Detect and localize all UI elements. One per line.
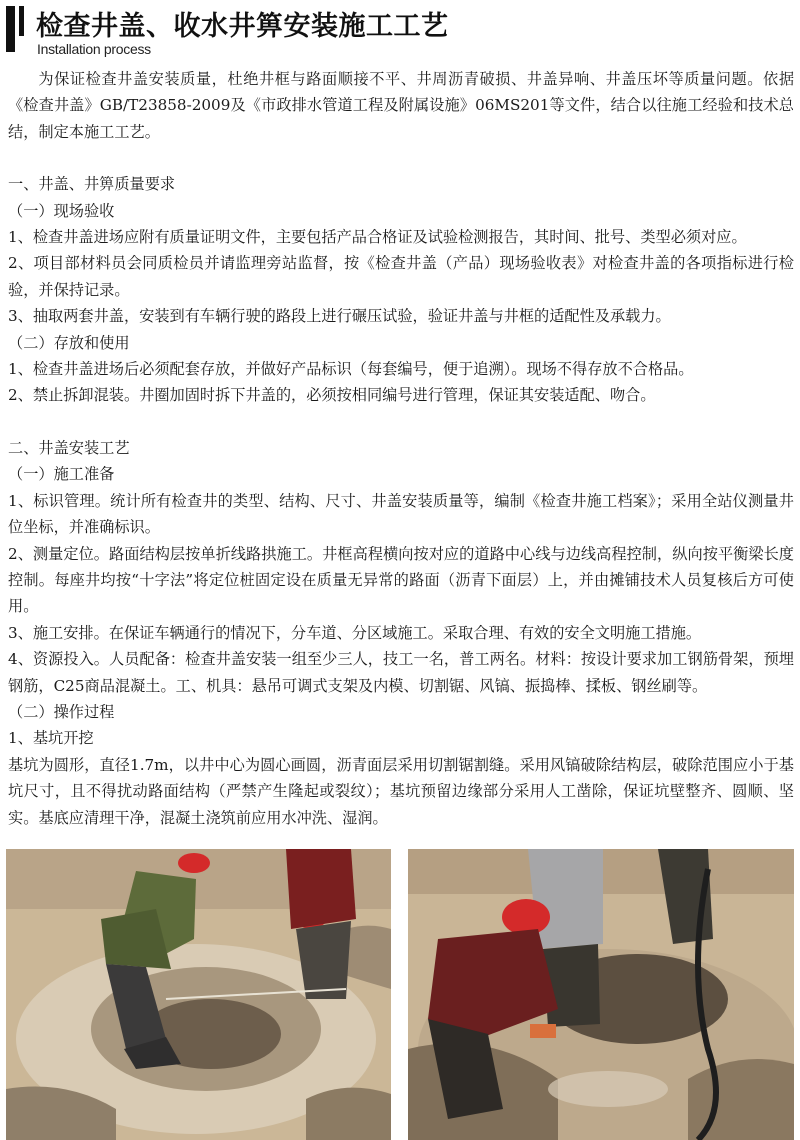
subsection-heading: （一）现场验收 <box>8 201 115 220</box>
list-item: 1、标识管理。统计所有检查井的类型、结构、尺寸、井盖安装质量等，编制《检查井施工档案》；采用全站仪测量井位坐标，并准确标识。 <box>8 491 794 537</box>
list-item: 3、施工安排。在保证车辆通行的情况下，分车道、分区域施工。采取合理、有效的安全文明施工措施。 <box>8 623 702 642</box>
step-heading: 1、基坑开挖 <box>8 729 94 748</box>
section-heading: 一、井盖、井箅质量要求 <box>8 175 176 194</box>
title-accent-bar <box>6 6 15 52</box>
intro-paragraph: 为保证检查井盖安装质量，杜绝井框与路面顺接不平、井周沥青破损、井盖异响、井盖压坏等质量问题。依据《检查井盖》GB/T23858-2009及《市政排水管道工程及附属设施》06MS201等文件，结合以往施工经验和技术总结，制定本施工工艺。 <box>8 70 794 141</box>
excavation-photo-right <box>408 849 794 1140</box>
list-item: 1、检查井盖进场后必须配套存放，并做好产品标识（每套编号，便于追溯）。现场不得存放不合格品。 <box>8 360 694 379</box>
photo-row <box>6 849 794 1140</box>
list-item: 2、禁止拆卸混装。井圈加固时拆下井盖的，必须按相同编号进行管理，保证其安装适配、吻合。 <box>8 386 656 405</box>
subsection-heading: （二）操作过程 <box>8 702 115 721</box>
spacer <box>8 409 794 435</box>
list-item: 1、检查井盖进场应附有质量证明文件，主要包括产品合格证及试验检测报告，其时间、批号、类型必须对应。 <box>8 228 747 247</box>
list-item: 3、抽取两套井盖，安装到有车辆行驶的路段上进行碾压试验，验证井盖与井框的适配性及承载力。 <box>8 307 671 326</box>
list-item: 4、资源投入。人员配备：检查井盖安装一组至少三人，技工一名，普工两名。材料：按设计要求加工钢筋骨架，预埋钢筋，C25商品混凝土。工、机具：悬吊可调式支架及内模、切割锯、风镐、振捣棒、揉板、钢丝刷等。 <box>8 650 794 695</box>
step-paragraph: 基坑为圆形，直径1.7m，以井中心为圆心画圆，沥青面层采用切割锯割缝。采用风镐破除结构层，破除范围应小于基坑尺寸，且不得扰动路面结构（严禁产生隆起或裂纹）；基坑预留边缘部分采用人工凿除，保证坑壁整齐、圆顺、坚实。基底应清理干净，混凝土浇筑前应用水冲洗、湿润。 <box>8 755 794 827</box>
page-header <box>0 0 800 62</box>
excavation-photo-left <box>6 849 391 1140</box>
excavation-photo-right-image <box>408 849 794 1140</box>
list-item: 2、项目部材料员会同质检员并请监理旁站监督，按《检查井盖（产品）现场验收表》对检查井盖的各项指标进行检验，并保持记录。 <box>8 254 794 299</box>
page-subtitle: Installation process <box>37 41 151 57</box>
section-heading: 二、井盖安装工艺 <box>8 438 130 457</box>
excavation-photo-left-image <box>6 849 391 1140</box>
spacer <box>8 145 794 171</box>
subsection-heading: （一）施工准备 <box>8 465 115 484</box>
document-body <box>8 66 794 831</box>
subsection-heading: （二）存放和使用 <box>8 333 130 352</box>
title-accent-bar-small <box>19 6 24 36</box>
list-item: 2、测量定位。路面结构层按单折线路拱施工。井框高程横向按对应的道路中心线与边线高程控制，纵向按平衡梁长度控制。每座井均按“十字法”将定位桩固定设在质量无异常的路面（沥青下面层）上，并由摊铺技术人员复核后方可使用。 <box>8 544 794 616</box>
page-title: 检查井盖、收水井箅安装施工工艺 <box>36 11 449 42</box>
